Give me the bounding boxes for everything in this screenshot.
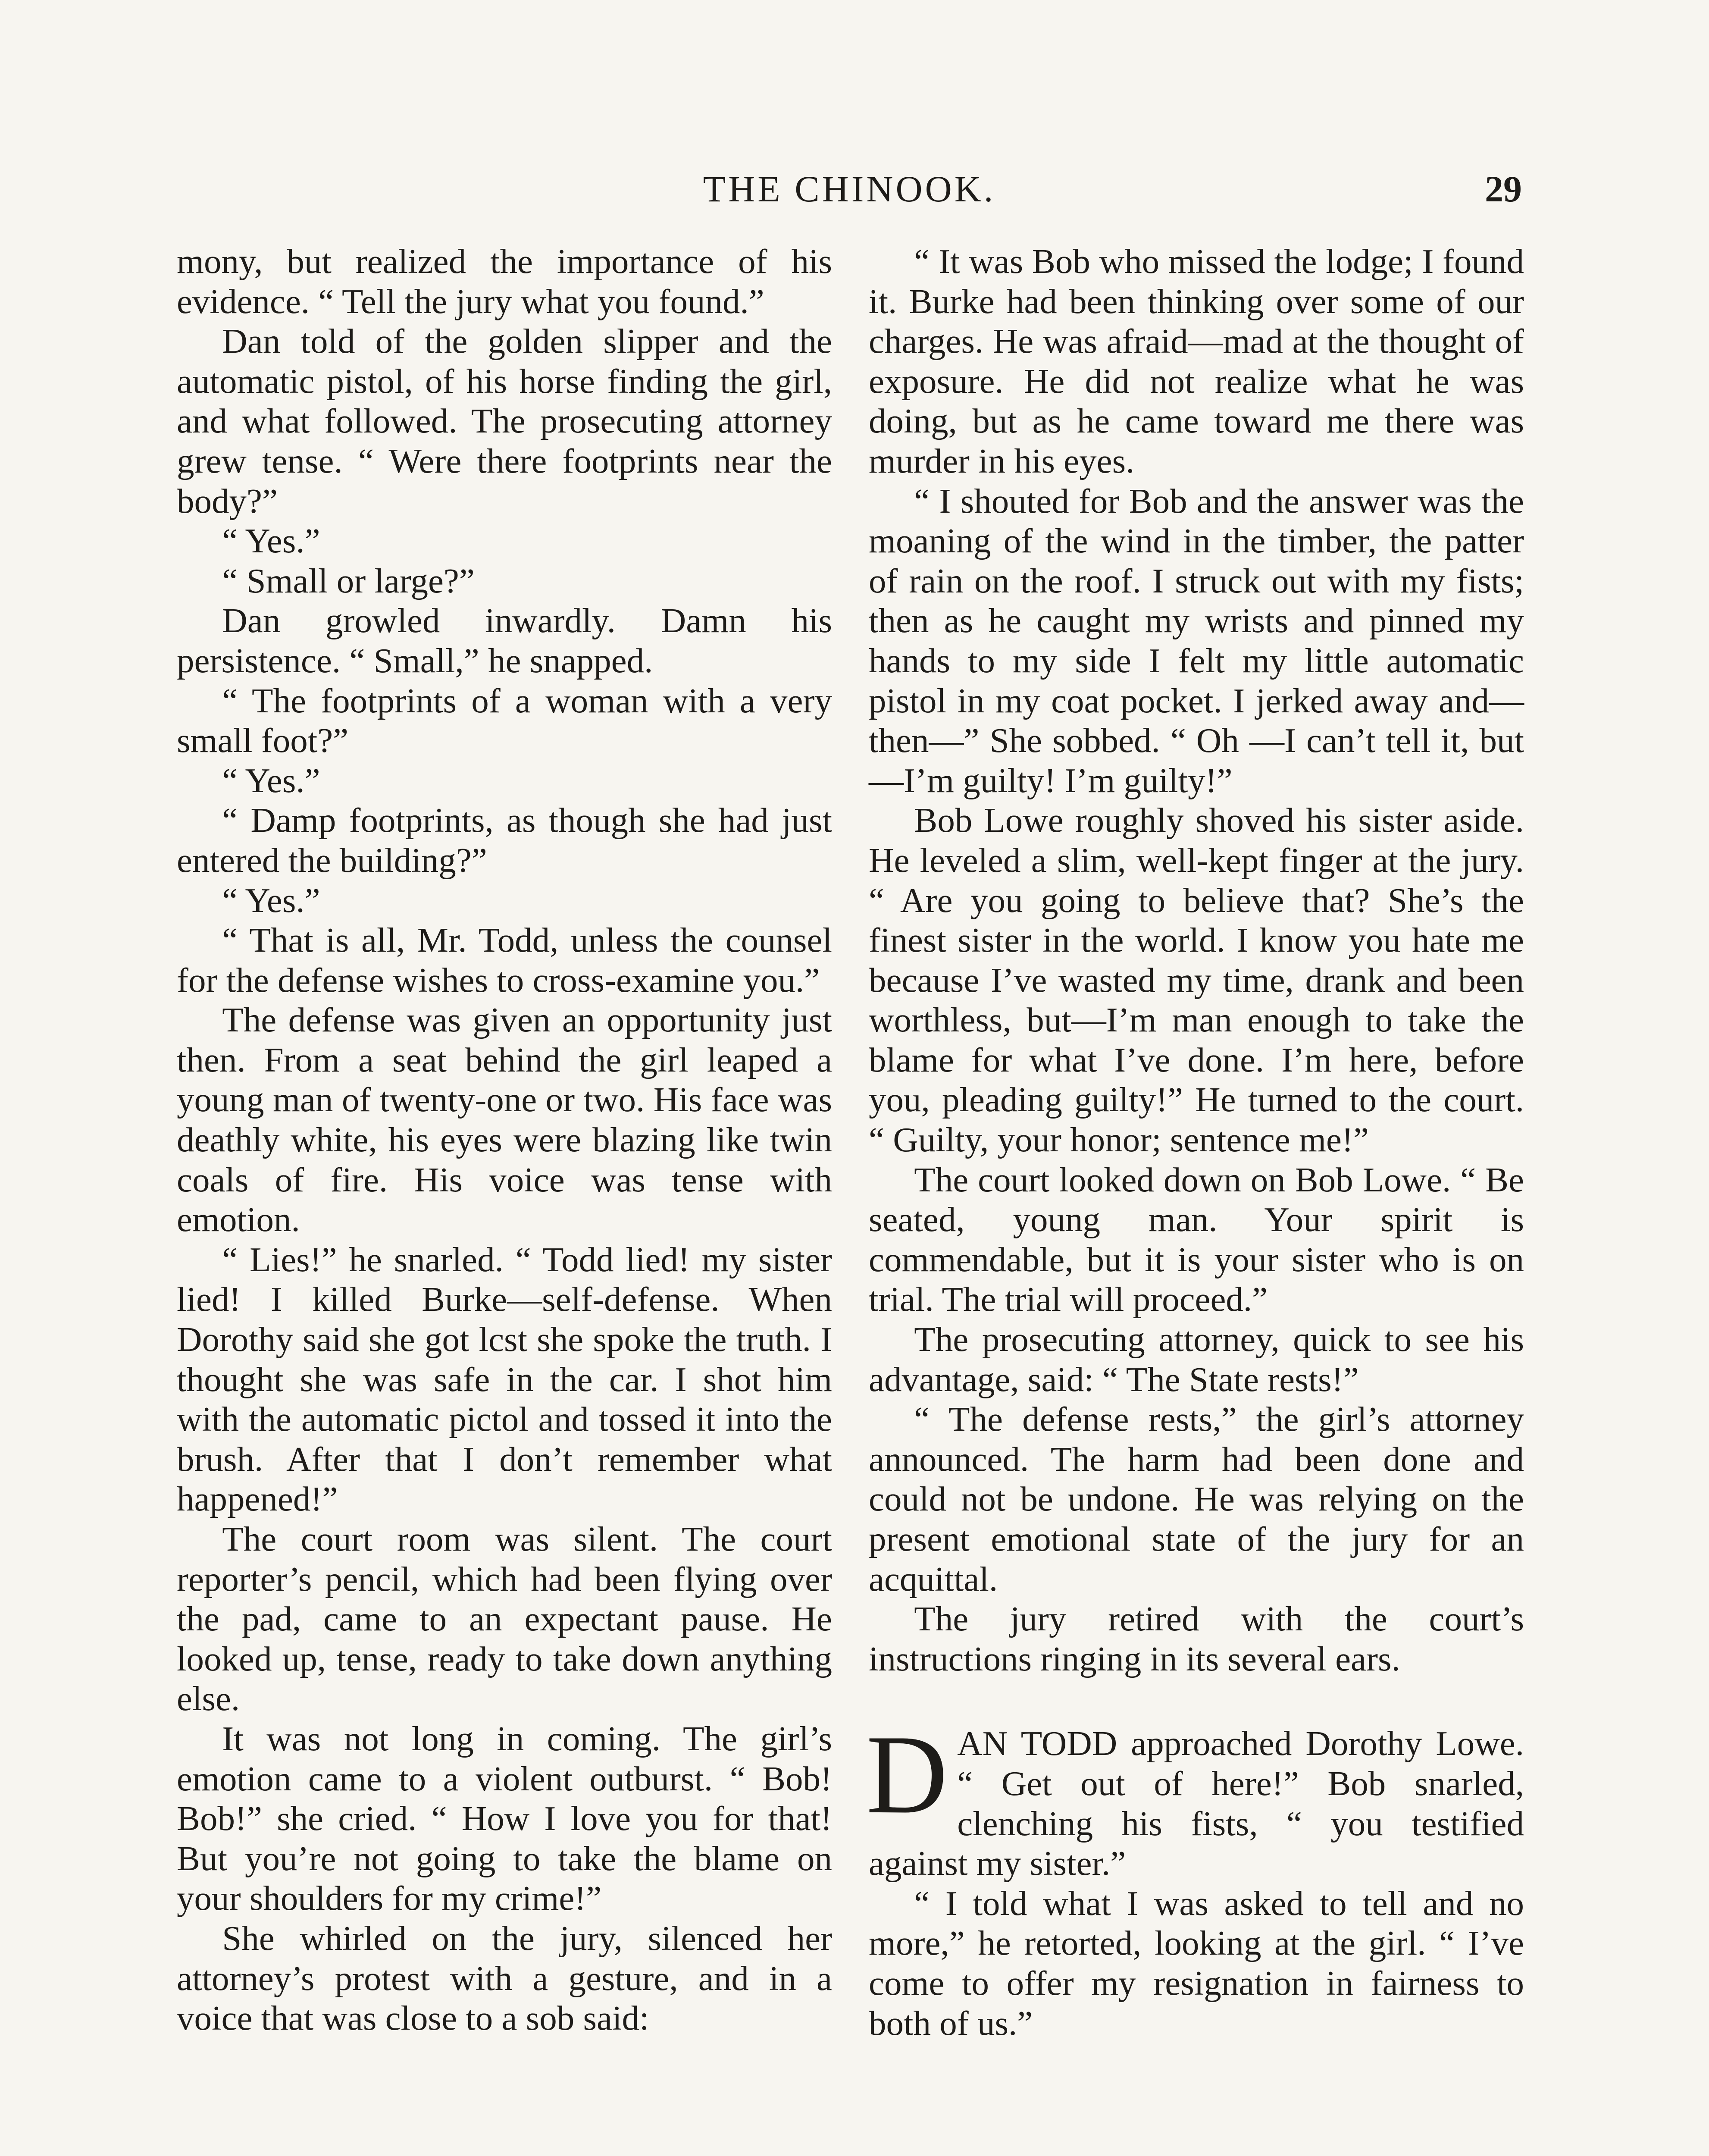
paragraph: Bob Lowe roughly shoved his sister aside. He leveled a slim, well-kept finger at the jury. “ Are you going to believe that? She’s the finest sister in the world. I know you hate me because I’ve wasted my time, drank and been worthless, but—I’m man enough to take the blame for what I’ve done. I’m here, before you, pleading guilty!” He turned to the court. “ Guilty, your honor; sentence me!”: [869, 801, 1524, 1159]
left-column: [177, 241, 832, 2038]
paragraph: She whirled on the jury, silenced her attorney’s protest with a gesture, and in a voice that was close to a sob said:: [177, 1918, 832, 2038]
paragraph-text: approached Dorothy Lowe. “ Get out of here!” Bob snarled, clenching his fists, “ you testified against my sister.”: [869, 1724, 1524, 1883]
paragraph: “ I told what I was asked to tell and no more,” he retorted, looking at the girl. “ I’ve come to offer my resignation in fairness to both of us.”: [869, 1883, 1524, 2043]
paragraph: “ I shouted for Bob and the answer was the moaning of the wind in the timber, the patter of rain on the roof. I struck out with my fists; then as he caught my wrists and pinned my hands to my side I felt my little automatic pistol in my coat pocket. I jerked away and—then—” She sobbed. “ Oh —I can’t tell it, but—I’m guilty! I’m guilty!”: [869, 481, 1524, 800]
paragraph: “ Yes.”: [222, 761, 320, 800]
paragraph: Dan growled inwardly. Damn his persistence. “ Small,” he snapped.: [177, 601, 832, 680]
page-header: [177, 167, 1522, 215]
running-title: THE CHINOOK.: [703, 168, 996, 210]
paragraph: “ It was Bob who missed the lodge; I found it. Burke had been thinking over some of our charges. He was afraid—mad at the thought of exposure. He did not realize what he was doing, but as he came toward me there was murder in his eyes.: [869, 242, 1524, 480]
paragraph: “ Yes.”: [222, 881, 320, 920]
paragraph: The defense was given an opportunity just then. From a seat behind the girl leaped a young man of twenty-one or two. His face was deathly white, his eyes were blazing like twin coals of fire. His voice was tense with emotion.: [177, 1000, 832, 1239]
section-opening-paragraph: [866, 1712, 1524, 1883]
paragraph: It was not long in coming. The girl’s emotion came to a violent outburst. “ Bob! Bob!” she cried. “ How I love you for that! But you’re not going to take the blame on your shoulders for my crime!”: [177, 1719, 832, 1918]
lead-caps: AN TODD: [957, 1724, 1117, 1763]
paragraph: “ That is all, Mr. Todd, unless the counsel for the defense wishes to cross-examine you.”: [177, 921, 832, 1000]
paragraph: mony, but realized the importance of his evidence. “ Tell the jury what you found.”: [177, 242, 832, 321]
paragraph: “ Damp footprints, as though she had just entered the building?”: [177, 801, 832, 880]
right-column: [866, 241, 1524, 2043]
paragraph: “ Small or large?”: [222, 561, 475, 600]
paragraph: “ The defense rests,” the girl’s attorney announced. The harm had been done and could not be undone. He was relying on the present emotional state of the jury for an acquittal.: [869, 1400, 1524, 1598]
paragraph: “ Lies!” he snarled. “ Todd lied! my sister lied! I killed Burke—self-defense. When Dorothy said she got lcst she spoke the truth. I thought she was safe in the car. I shot him with the automatic pictol and tossed it into the brush. After that I don’t remember what happened!”: [177, 1240, 832, 1519]
paragraph: The court looked down on Bob Lowe. “ Be seated, young man. Your spirit is commendable, but it is your sister who is on trial. The trial will proceed.”: [869, 1160, 1524, 1319]
paragraph: The prosecuting attorney, quick to see his advantage, said: “ The State rests!”: [869, 1320, 1524, 1399]
drop-cap: D: [866, 1712, 948, 1837]
paragraph: “ The footprints of a woman with a very small foot?”: [177, 681, 832, 760]
paragraph: Dan told of the golden slipper and the automatic pistol, of his horse finding the girl, and what followed. The prosecuting attorney grew tense. “ Were there footprints near the body?”: [177, 322, 832, 520]
paragraph: The jury retired with the court’s instructions ringing in its several ears.: [869, 1599, 1524, 1678]
paragraph: The court room was silent. The court reporter’s pencil, which had been flying over the pad, came to an expectant pause. He looked up, tense, ready to take down anything else.: [177, 1520, 832, 1718]
page-number: 29: [1485, 168, 1522, 210]
paragraph: “ Yes.”: [222, 521, 320, 561]
